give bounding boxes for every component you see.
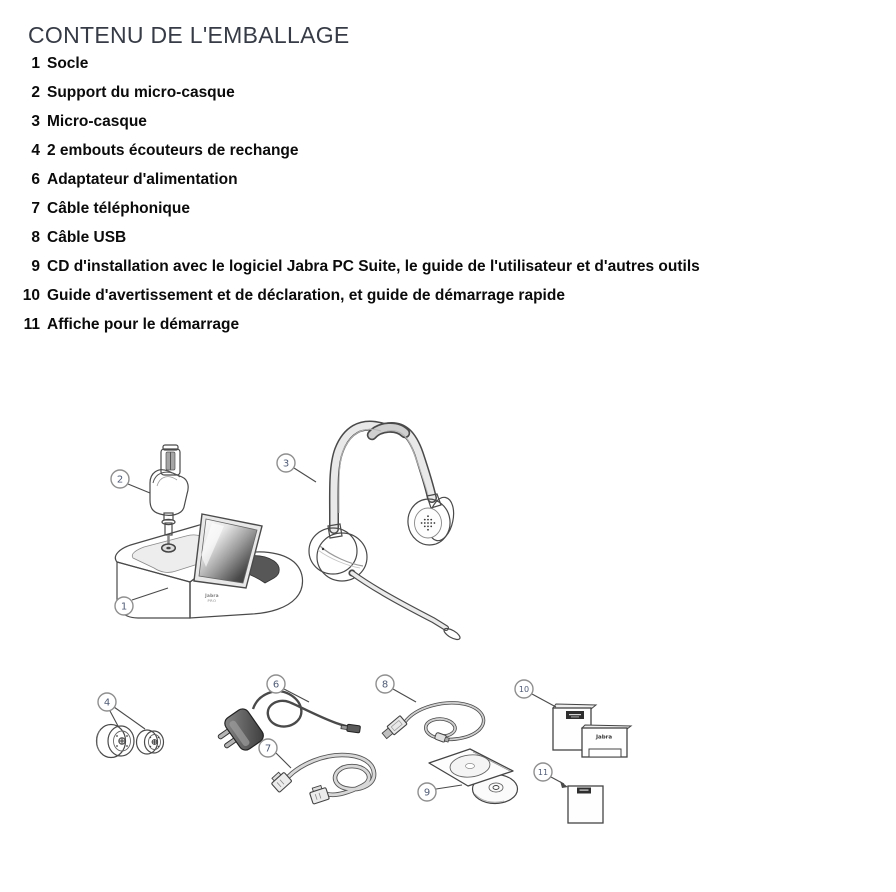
- poster-figure: [568, 786, 603, 823]
- usb-a-connector: [381, 716, 407, 740]
- item-label: Câble téléphonique: [47, 199, 190, 217]
- list-item: [0, 223, 896, 252]
- mic-hole: [322, 548, 324, 550]
- headset-left-earcup: [309, 524, 367, 581]
- svg-text:6: 6: [272, 679, 280, 691]
- booklet-brand-label: Jabra: [595, 734, 613, 741]
- svg-text:2: 2: [116, 474, 124, 486]
- package-list: [0, 49, 896, 339]
- item-label: Guide d'avertissement et de déclaration, et guide de démarrage rapide: [47, 286, 565, 304]
- power-adapter-figure: [212, 691, 360, 759]
- svg-text:9: 9: [423, 787, 431, 799]
- svg-text:10: 10: [518, 685, 530, 694]
- usb-cable-figure: [381, 703, 484, 744]
- list-item: [0, 136, 896, 165]
- item-label: Câble USB: [47, 228, 127, 246]
- svg-text:4: 4: [103, 697, 111, 709]
- callout-10: [515, 680, 556, 707]
- item-number: 1: [31, 54, 40, 72]
- item-number: 10: [22, 286, 40, 304]
- item-number: 6: [31, 170, 40, 188]
- callout-6: [267, 675, 309, 702]
- item-label: Affiche pour le démarrage: [47, 315, 240, 333]
- item-number: 3: [31, 112, 40, 130]
- item-label: Socle: [47, 54, 89, 72]
- item-number: 7: [31, 199, 40, 217]
- headset-figure: [309, 425, 462, 641]
- list-item: [0, 107, 896, 136]
- item-number: 9: [31, 257, 40, 275]
- package-illustration: [0, 395, 896, 865]
- list-item: [0, 281, 896, 310]
- item-number: 8: [31, 228, 40, 246]
- rj9-connector: [308, 784, 329, 804]
- callout-4: [98, 693, 145, 729]
- base-model-label: PRO: [207, 599, 217, 603]
- rj9-connector: [269, 770, 292, 793]
- ear-cushions-figure: [97, 725, 164, 758]
- svg-text:11: 11: [537, 768, 549, 777]
- item-number: 2: [31, 83, 40, 101]
- svg-text:8: 8: [381, 679, 389, 691]
- page-title: CONTENU DE L'EMBALLAGE: [28, 22, 350, 49]
- list-item: [0, 252, 896, 281]
- svg-text:3: 3: [282, 458, 290, 470]
- item-label: Support du micro-casque: [47, 83, 235, 101]
- callout-1: [115, 588, 168, 615]
- callout-2: [111, 470, 150, 493]
- callout-3: [277, 454, 316, 482]
- callout-9: [418, 783, 462, 801]
- item-label: 2 embouts écouteurs de rechange: [47, 141, 299, 159]
- item-label: Micro-casque: [47, 112, 147, 130]
- item-label: Adaptateur d'alimentation: [47, 170, 238, 188]
- svg-text:1: 1: [120, 601, 128, 613]
- callout-8: [376, 675, 416, 702]
- base-station-figure: [115, 445, 302, 618]
- item-number: 4: [31, 141, 40, 159]
- headset-boom-mic: [349, 570, 462, 642]
- base-display: [194, 514, 262, 588]
- base-brand-label: Jabra: [205, 593, 219, 598]
- list-item: [0, 49, 896, 78]
- svg-text:7: 7: [264, 743, 272, 755]
- list-item: [0, 165, 896, 194]
- item-label: CD d'installation avec le logiciel Jabra PC Suite, le guide de l'utilisateur et d'autres outils: [47, 257, 700, 275]
- callout-11: [534, 763, 568, 788]
- cd-figure: [429, 749, 518, 804]
- guides-figure: [553, 704, 631, 757]
- list-item: [0, 78, 896, 107]
- list-item: [0, 194, 896, 223]
- headset-holder-figure: [150, 445, 188, 552]
- list-item: [0, 310, 896, 339]
- callout-7: [259, 739, 291, 768]
- item-number: 11: [23, 315, 40, 333]
